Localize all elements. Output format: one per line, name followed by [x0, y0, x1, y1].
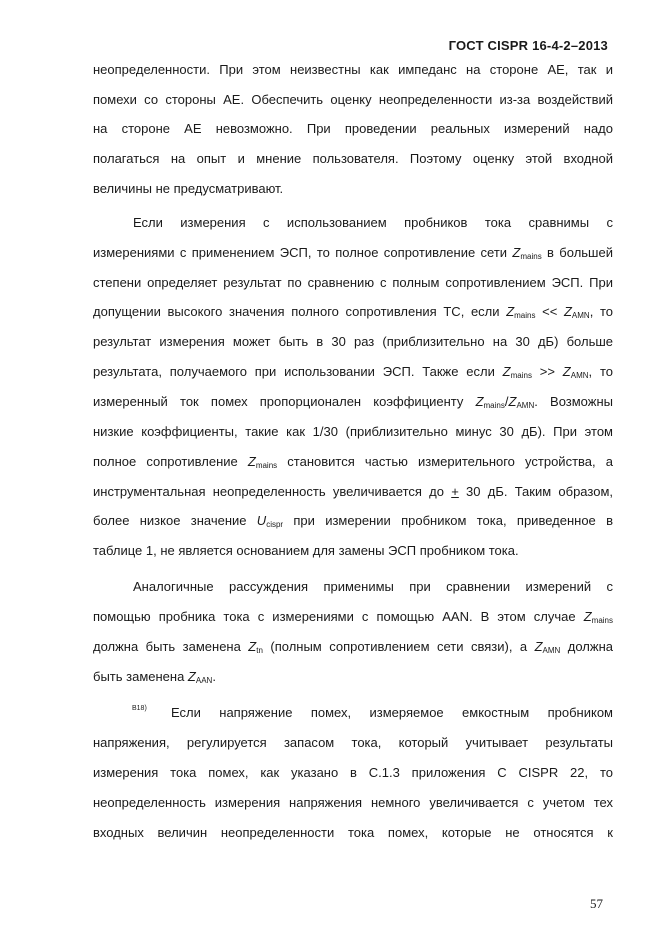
- text-line: [93, 669, 613, 685]
- math-variable: Z: [247, 454, 256, 469]
- math-variable: Z: [563, 304, 572, 319]
- subscript: AMN: [542, 646, 561, 655]
- text-run: /: [504, 394, 509, 409]
- text-line: [93, 543, 613, 559]
- text-run: . Возможны: [534, 394, 613, 409]
- plus-minus-symbol: +: [451, 484, 459, 499]
- text-run: таблице 1, не является основанием для замены ЭСП пробником тока.: [93, 543, 519, 558]
- math-variable: Z: [508, 394, 517, 409]
- subscript: cispr: [266, 520, 284, 529]
- subscript: AMN: [570, 371, 589, 380]
- text-run: неопределенность измерения напряжения немного увеличивается с учетом тех: [93, 795, 613, 810]
- text-run: результат измерения может быть в 30 раз (приблизительно на 30 дБ) больше: [93, 334, 613, 349]
- subscript: AMN: [516, 401, 535, 410]
- text-line: [93, 513, 613, 529]
- text-line: [93, 245, 613, 261]
- page-number: 57: [590, 896, 603, 911]
- text-line: [93, 765, 613, 781]
- text-run: быть заменена: [93, 669, 188, 684]
- text-run: величины не предусматривают.: [93, 181, 284, 196]
- text-run: инструментальная неопределенность увеличивается до: [93, 484, 452, 499]
- text-line: [171, 705, 613, 721]
- text-line: [93, 609, 613, 625]
- text-line: [93, 735, 613, 751]
- text-run: <<: [535, 304, 564, 319]
- text-line: [93, 62, 613, 78]
- subscript: AAN: [195, 676, 213, 685]
- text-run: допущении высокого значения полного сопротивления TC, если: [93, 304, 507, 319]
- text-run: становится частью измерительного устройства, а: [277, 454, 613, 469]
- text-line: [93, 121, 613, 137]
- math-variable: Z: [583, 609, 592, 624]
- subscript: mains: [514, 311, 536, 320]
- text-line: [93, 334, 613, 350]
- text-line: [93, 639, 613, 655]
- text-run: измеренный ток помех пропорционален коэффициенту: [93, 394, 476, 409]
- math-variable: Z: [502, 364, 511, 379]
- text-run: неопределенности. При этом неизвестны как импеданс на стороне AE, так и: [93, 62, 613, 77]
- text-line: [93, 275, 613, 291]
- text-run: (полным сопротивлением сети связи), а: [262, 639, 535, 654]
- subscript: mains: [255, 461, 278, 470]
- text-line: [93, 795, 613, 811]
- math-variable: U: [256, 513, 267, 528]
- text-run: напряжения, регулируется запасом тока, который учитывает результаты: [93, 735, 613, 750]
- text-run: полное сопротивление: [93, 454, 248, 469]
- subscript: mains: [591, 616, 613, 625]
- text-line: [93, 394, 613, 410]
- text-line: [93, 454, 613, 470]
- text-run: Если измерения с использованием пробников тока сравнимы с: [133, 215, 613, 230]
- subscript: AMN: [571, 311, 590, 320]
- text-run: при измерении пробником тока, приведенное в: [283, 513, 613, 528]
- text-line: [133, 215, 613, 231]
- text-run: низкие коэффициенты, такие как 1/30 (приблизительно минус 30 дБ). При этом: [93, 424, 613, 439]
- math-variable: Z: [562, 364, 571, 379]
- text-run: полагаться на опыт и мнение пользователя. Поэтому оценку этой входной: [93, 151, 613, 166]
- text-run: Если напряжение помех, измеряемое емкостным пробником: [171, 705, 613, 720]
- text-run: Аналогичные рассуждения применимы при сравнении измерений с: [133, 579, 613, 594]
- subscript: mains: [510, 371, 532, 380]
- math-variable: Z: [534, 639, 543, 654]
- math-variable: Z: [248, 639, 257, 654]
- text-run: должна быть заменена: [93, 639, 249, 654]
- text-run: , то: [588, 364, 613, 379]
- subscript: mains: [520, 252, 542, 261]
- text-run: .: [212, 669, 216, 684]
- text-run: входных величин неопределенности тока помех, которые не относятся к: [93, 825, 613, 840]
- math-variable: Z: [187, 669, 196, 684]
- text-run: , то: [589, 304, 613, 319]
- text-line: [93, 181, 613, 197]
- text-line: [93, 484, 613, 500]
- text-run: помощью пробника тока с измерениями с помощью AAN. В этом случае: [93, 609, 584, 624]
- text-run: измерения тока помех, как указано в C.1.3 приложения C CISPR 22, то: [93, 765, 613, 780]
- text-run: степени определяет результат по сравнению с полным сопротивлением ЭСП. При: [93, 275, 613, 290]
- math-variable: Z: [512, 245, 521, 260]
- text-line: [93, 92, 613, 108]
- subscript: tn: [256, 646, 263, 655]
- text-line: [93, 151, 613, 167]
- text-run: на стороне AE невозможно. При проведении реальных измерений надо: [93, 121, 613, 136]
- math-variable: Z: [506, 304, 515, 319]
- math-variable: Z: [475, 394, 484, 409]
- text-line: [93, 424, 613, 440]
- text-run: 30 дБ. Таким образом,: [458, 484, 613, 499]
- document-header: ГОСТ CISPR 16-4-2–2013: [448, 38, 608, 53]
- text-run: измерениями с применением ЭСП, то полное сопротивление сети: [93, 245, 513, 260]
- footnote-marker: B18): [132, 705, 147, 712]
- text-run: помехи со стороны AE. Обеспечить оценку неопределенности из-за воздействий: [93, 92, 613, 107]
- subscript: mains: [483, 401, 505, 410]
- text-run: в большей: [541, 245, 613, 260]
- text-line: [93, 364, 613, 380]
- text-line: [93, 304, 613, 320]
- text-line: [93, 825, 613, 841]
- text-run: должна: [560, 639, 613, 654]
- text-run: более низкое значение: [93, 513, 257, 528]
- text-line: [133, 579, 613, 595]
- text-run: >>: [531, 364, 563, 379]
- text-run: результата, получаемого при использовании ЭСП. Также если: [93, 364, 503, 379]
